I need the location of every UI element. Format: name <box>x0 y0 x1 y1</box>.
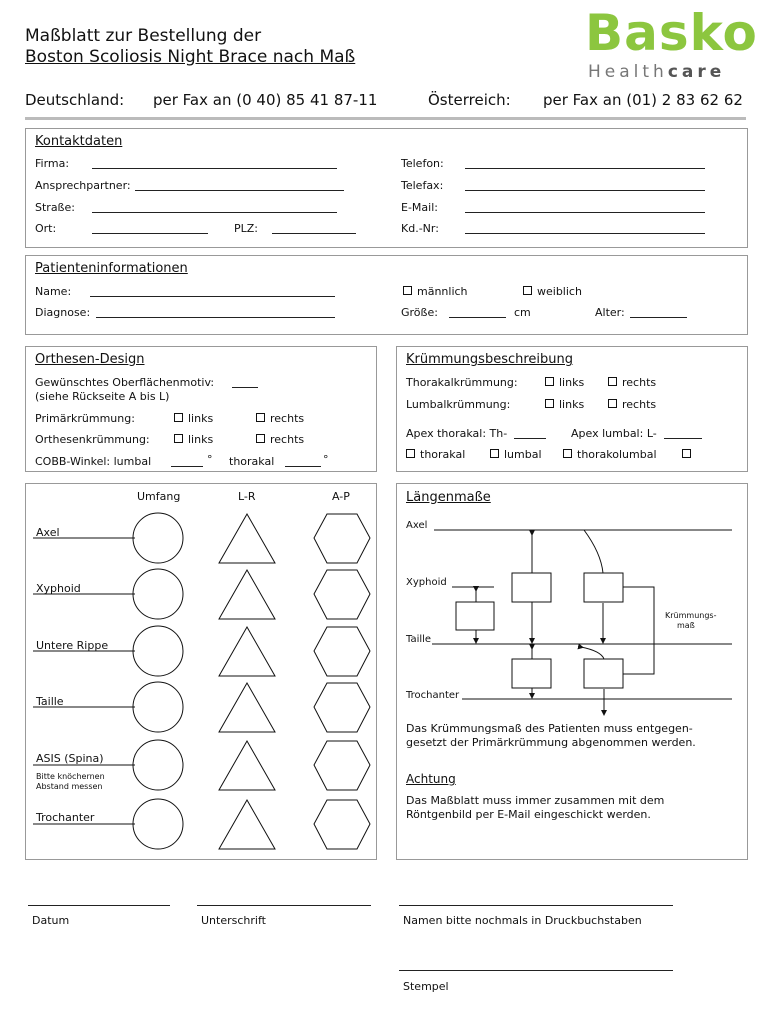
alter-label: Alter: <box>595 306 625 319</box>
asis-note-2: Abstand messen <box>36 782 103 791</box>
col-umfang: Umfang <box>137 490 181 503</box>
name-field[interactable] <box>90 296 335 297</box>
motiv-label: Gewünschtes Oberflächenmotiv: <box>35 376 215 389</box>
opt-thorakolumbal[interactable] <box>563 449 657 460</box>
opt-extra[interactable] <box>682 449 696 460</box>
cobb-thorakal-label: thorakal <box>229 455 275 468</box>
de-label: Deutschland: <box>25 91 125 109</box>
telefax-label: Telefax: <box>401 179 444 192</box>
achtung-heading: Achtung <box>406 772 456 786</box>
trochanter-ap-hexagon <box>314 800 370 849</box>
lumbal-rechts-option[interactable] <box>608 399 656 410</box>
form-title: Maßblatt zur Bestellung der <box>25 26 262 46</box>
row-taille-label: Taille <box>36 695 64 708</box>
rippe-ap-hexagon <box>314 627 370 676</box>
namen-label: Namen bitte nochmals in Druckbuchstaben <box>403 914 642 927</box>
strasse-field[interactable] <box>92 212 337 213</box>
stempel-label: Stempel <box>403 980 449 993</box>
ansprechpartner-label: Ansprechpartner: <box>35 179 131 192</box>
lumbal-rechts-checkbox[interactable] <box>608 399 617 408</box>
col2-lower-box <box>512 659 551 688</box>
weiblich-label: weiblich <box>537 285 582 298</box>
primaer-links-checkbox[interactable] <box>174 413 183 422</box>
ort-field[interactable] <box>92 233 208 234</box>
opt-thorakolumbal-checkbox[interactable] <box>563 449 572 458</box>
telefon-label: Telefon: <box>401 157 444 170</box>
thorakal-links-option[interactable] <box>545 377 584 388</box>
taille-lr-triangle <box>219 683 275 732</box>
header-divider <box>25 117 746 120</box>
datum-field[interactable] <box>28 905 170 906</box>
laengen-trochanter: Trochanter <box>406 690 460 701</box>
apex-th-field[interactable] <box>514 438 546 439</box>
groesse-label: Größe: <box>401 306 438 319</box>
opt-thorakal-checkbox[interactable] <box>406 449 415 458</box>
xyphoid-ap-hexagon <box>314 570 370 619</box>
groesse-field[interactable] <box>449 317 506 318</box>
telefon-field[interactable] <box>465 168 705 169</box>
motiv-field[interactable] <box>232 387 258 388</box>
primaer-label: Primärkrümmung: <box>35 412 135 425</box>
lumbal-links-checkbox[interactable] <box>545 399 554 408</box>
laengen-note-1: Das Krümmungsmaß des Patienten muss entgegen- <box>406 722 693 735</box>
orthesen-links-label: links <box>188 433 214 446</box>
primaer-rechts-option[interactable] <box>256 413 304 424</box>
telefax-field[interactable] <box>465 190 705 191</box>
alter-field[interactable] <box>630 317 687 318</box>
row-rippe-label: Untere Rippe <box>36 639 109 652</box>
axel-lr-triangle <box>219 514 275 563</box>
trochanter-umfang-circle <box>133 799 183 849</box>
de-fax: per Fax an (0 40) 85 41 87-11 <box>153 91 378 109</box>
diagnose-field[interactable] <box>96 317 335 318</box>
orthesen-heading: Orthesen-Design <box>35 352 145 367</box>
firma-label: Firma: <box>35 157 70 170</box>
opt-thorakal-label: thorakal <box>420 448 466 461</box>
email-label: E-Mail: <box>401 201 438 214</box>
col3-lower-box <box>584 659 623 688</box>
thorakal-links-label: links <box>559 376 585 389</box>
measure-shapes <box>25 483 375 858</box>
primaer-rechts-checkbox[interactable] <box>256 413 265 422</box>
contact-section <box>25 128 748 248</box>
laengen-diagram <box>396 483 746 723</box>
lumbal-rechts-label: rechts <box>622 398 657 411</box>
col-ap: A-P <box>332 490 350 503</box>
apex-l-field[interactable] <box>664 438 702 439</box>
logo-tagline <box>588 62 725 82</box>
thorakal-rechts-label: rechts <box>622 376 657 389</box>
plz-label: PLZ: <box>234 222 259 235</box>
name-label: Name: <box>35 285 72 298</box>
form-subtitle: Boston Scoliosis Night Brace nach Maß <box>25 47 356 67</box>
achtung-line-1: Das Maßblatt muss immer zusammen mit dem <box>406 794 665 807</box>
thorakalkr-label: Thorakalkrümmung: <box>406 376 518 389</box>
col2-upper-box <box>512 573 551 602</box>
maennlich-label: männlich <box>417 285 468 298</box>
lumbal-links-option[interactable] <box>545 399 584 410</box>
xyphoid-umfang-circle <box>133 569 183 619</box>
rippe-lr-triangle <box>219 627 275 676</box>
row-trochanter-label: Trochanter <box>36 811 95 824</box>
laengen-heading: Längenmaße <box>406 490 491 505</box>
cobb-thorakal-degree: ° <box>323 453 329 466</box>
row-axel-label: Axel <box>36 526 60 539</box>
col3-upper-box <box>584 573 623 602</box>
opt-thorakolumbal-label: thorakolumbal <box>577 448 657 461</box>
lumbalkr-label: Lumbalkrümmung: <box>406 398 511 411</box>
laengen-note-2: gesetzt der Primärkrümmung abgenommen werden. <box>406 736 696 749</box>
laengen-taille: Taille <box>406 634 432 645</box>
opt-lumbal-label: lumbal <box>504 448 542 461</box>
cobb-thorakal-field[interactable] <box>285 466 321 467</box>
motiv-note: (siehe Rückseite A bis L) <box>35 390 170 403</box>
ort-label: Ort: <box>35 222 57 235</box>
thorakal-rechts-option[interactable] <box>608 377 656 388</box>
kr-mass-label-2: maß <box>677 621 695 630</box>
row-xyphoid-label: Xyphoid <box>36 582 81 595</box>
col-lr: L-R <box>238 490 256 503</box>
achtung-line-2: Röntgenbild per E-Mail eingeschickt werden. <box>406 808 651 821</box>
maennlich-checkbox[interactable] <box>403 286 412 295</box>
asis-umfang-circle <box>133 740 183 790</box>
col3-curve-top <box>584 530 603 573</box>
cobb-label: COBB-Winkel: lumbal <box>35 455 152 468</box>
xyphoid-lr-triangle <box>219 570 275 619</box>
at-fax: per Fax an (01) 2 83 62 62 <box>543 91 743 109</box>
cobb-lumbal-field[interactable] <box>171 466 203 467</box>
primaer-rechts-label: rechts <box>270 412 305 425</box>
laengen-axel: Axel <box>406 520 428 531</box>
diagnose-label: Diagnose: <box>35 306 91 319</box>
col1-box <box>456 602 494 630</box>
logo-word: Basko <box>585 4 758 62</box>
thorakal-rechts-checkbox[interactable] <box>608 377 617 386</box>
patient-heading: Patienteninformationen <box>35 261 188 276</box>
maennlich-option[interactable] <box>403 286 468 297</box>
orthesen-rechts-option[interactable] <box>256 434 304 445</box>
primaer-links-label: links <box>188 412 214 425</box>
apex-l-label: Apex lumbal: L- <box>571 427 657 440</box>
orthesen-rechts-label: rechts <box>270 433 305 446</box>
primaer-links-option[interactable] <box>174 413 213 424</box>
orthesen-links-option[interactable] <box>174 434 213 445</box>
plz-field[interactable] <box>272 233 356 234</box>
weiblich-checkbox[interactable] <box>523 286 532 295</box>
kruemmung-heading: Krümmungsbeschreibung <box>406 352 574 367</box>
taille-umfang-circle <box>133 682 183 732</box>
kdnr-label: Kd.-Nr: <box>401 222 439 235</box>
stempel-field[interactable] <box>399 970 673 971</box>
opt-thorakal[interactable] <box>406 449 465 460</box>
asis-lr-triangle <box>219 741 275 790</box>
strasse-label: Straße: <box>35 201 75 214</box>
axel-ap-hexagon <box>314 514 370 563</box>
col3-curve-mid <box>581 647 604 659</box>
firma-field[interactable] <box>92 168 337 169</box>
logo-health: Health <box>588 62 668 82</box>
taille-ap-hexagon <box>314 683 370 732</box>
unterschrift-field[interactable] <box>197 905 371 906</box>
kr-mass-label-1: Krümmungs- <box>665 611 717 620</box>
laengen-xyphoid: Xyphoid <box>406 577 447 588</box>
asis-note-1: Bitte knöchernen <box>36 772 105 781</box>
at-label: Österreich: <box>428 91 511 109</box>
weiblich-option[interactable] <box>523 286 582 297</box>
rippe-umfang-circle <box>133 626 183 676</box>
cm-label: cm <box>514 306 531 319</box>
cobb-lumbal-degree: ° <box>207 453 213 466</box>
asis-ap-hexagon <box>314 741 370 790</box>
opt-lumbal[interactable] <box>490 449 542 460</box>
orthesen-rechts-checkbox[interactable] <box>256 434 265 443</box>
trochanter-lr-triangle <box>219 800 275 849</box>
row-asis-label: ASIS (Spina) <box>36 752 104 765</box>
opt-lumbal-checkbox[interactable] <box>490 449 499 458</box>
opt-extra-checkbox[interactable] <box>682 449 691 458</box>
kr-mass-bracket <box>623 587 654 674</box>
email-field[interactable] <box>465 212 705 213</box>
ansprechpartner-field[interactable] <box>135 190 344 191</box>
namen-field[interactable] <box>399 905 673 906</box>
kdnr-field[interactable] <box>465 233 705 234</box>
apex-th-label: Apex thorakal: Th- <box>406 427 508 440</box>
orthesenkr-label: Orthesenkrümmung: <box>35 433 150 446</box>
axel-umfang-circle <box>133 513 183 563</box>
thorakal-links-checkbox[interactable] <box>545 377 554 386</box>
logo-care: care <box>667 62 726 82</box>
contact-heading: Kontaktdaten <box>35 134 123 149</box>
orthesen-links-checkbox[interactable] <box>174 434 183 443</box>
basko-logo <box>585 4 758 62</box>
lumbal-links-label: links <box>559 398 585 411</box>
unterschrift-label: Unterschrift <box>201 914 266 927</box>
datum-label: Datum <box>32 914 70 927</box>
